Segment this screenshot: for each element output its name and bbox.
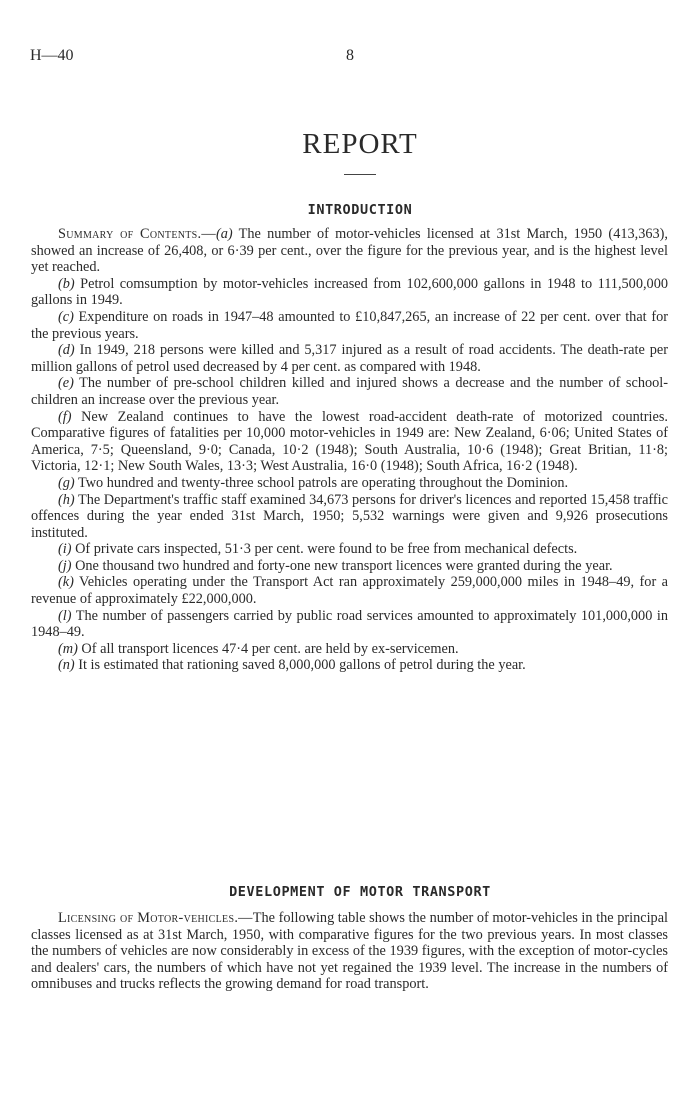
paragraph-n (31, 657, 668, 674)
paragraph-label: (i) (58, 541, 72, 558)
paragraph-g (31, 475, 668, 492)
paragraph-b (31, 276, 668, 309)
paragraph-text: The number of passengers carried by public road services amounted to approximately 101,000,000 in 1948–49. (31, 607, 668, 641)
paragraph-label: (l) (58, 607, 72, 624)
report-title: REPORT (302, 128, 418, 160)
title-rule (344, 174, 376, 175)
paragraph-label: (h) (58, 491, 75, 508)
development-body (31, 910, 668, 993)
paragraph-text: Vehicles operating under the Transport Act ran approximately 259,000,000 miles in 1948–49, for a revenue of approximately £22,000,000. (31, 574, 668, 608)
paragraph-j (31, 558, 668, 575)
paragraph-text: Expenditure on roads in 1947–48 amounted to £10,847,265, an increase of 22 per cent. over that for the previous years. (31, 308, 668, 342)
paragraph-label: (k) (58, 574, 74, 591)
paragraph-label: (e) (58, 375, 74, 392)
paragraph-label: (f) (58, 408, 72, 425)
paragraph-text: One thousand two hundred and forty-one new transport licences were granted during the year. (71, 557, 613, 574)
paragraph-text: Petrol comsumption by motor-vehicles increased from 102,600,000 gallons in 1948 to 111,500,000 gallons in 1949. (31, 275, 668, 309)
paragraph-text: Two hundred and twenty-three school patrols are operating throughout the Dominion. (74, 474, 569, 491)
introduction-heading: INTRODUCTION (307, 202, 413, 218)
paragraph-h (31, 492, 668, 542)
development-heading: DEVELOPMENT OF MOTOR TRANSPORT (229, 884, 491, 900)
paragraph-a (31, 226, 668, 276)
paragraph-label: (a) (216, 226, 233, 242)
paragraph-c (31, 309, 668, 342)
page-number: 8 (346, 47, 354, 64)
paragraph-text: Of all transport licences 47·4 per cent. are held by ex-servicemen. (77, 640, 459, 657)
paragraph-text: The number of motor-vehicles licensed at 31st March, 1950 (413,363), showed an increase of 26,408, or 6·39 per cent., over the figure for the previous year, and is the highest level yet reached. (31, 226, 668, 276)
paragraph-d (31, 342, 668, 375)
paragraph-m (31, 641, 668, 658)
paragraph-text: New Zealand continues to have the lowest road-accident death-rate of motorized countries. Comparative figures of fatalities per 10,000 motor-vehicles in 1949 are: New Zealand, 6·06; United States of America, 7·5; Queensland, 9·0; Canada, 10·2 (1948); South Australia, 10·6 (1948); Great Britian, 11·8; Victoria, 12·1; New South Wales, 13·3; West Australia, 16·0 (1948); South Africa, 16·2 (1948). (31, 408, 668, 475)
paragraph-k (31, 574, 668, 607)
paragraph-label: (j) (58, 557, 72, 574)
document-code: H—40 (30, 47, 74, 64)
paragraph-licensing (31, 910, 668, 993)
paragraph-f (31, 409, 668, 475)
introduction-body (31, 226, 668, 674)
paragraph-text: The Department's traffic staff examined 34,673 persons for driver's licences and reported 15,458 traffic offences during the year ended 31st March, 1950; 5,532 warnings were given and 9,926 prosecutions instituted. (31, 491, 668, 541)
paragraph-text: It is estimated that rationing saved 8,000,000 gallons of petrol during the year. (74, 657, 526, 674)
paragraph-text: The number of pre-school children killed and injured shows a decrease and the number of school-children an increase over the previous year. (31, 375, 668, 408)
paragraph-label: (n) (58, 657, 75, 674)
paragraph-e (31, 375, 668, 408)
paragraph-text: Of private cars inspected, 51·3 per cent. were found to be free from mechanical defects. (71, 541, 578, 558)
paragraph-text: In 1949, 218 persons were killed and 5,317 injured as a result of road accidents. The death-rate per million gallons of petrol used decreased by 4 per cent. as compared with 1948. (31, 342, 668, 375)
summary-lead: Summary of Contents.— (58, 226, 217, 242)
paragraph-l (31, 608, 668, 641)
paragraph-label: (b) (58, 275, 75, 292)
paragraph-label: (c) (58, 308, 74, 325)
licensing-lead: Licensing of Motor-vehicles.— (58, 910, 253, 926)
paragraph-label: (g) (58, 474, 75, 491)
paragraph-i (31, 541, 668, 558)
paragraph-label: (d) (58, 342, 75, 359)
paragraph-label: (m) (58, 640, 78, 657)
paragraph-text: The following table shows the number of motor-vehicles in the principal classes licensed as at 31st March, 1950, with comparative figures for the two previous years. In most classes the numbers of vehicles are now considerably in excess of the 1939 figures, with the exception of motor-cycles and dealers' cars, the numbers of which have not yet regained the 1939 level. The increase in the numbers of omnibuses and trucks reflects the growing demand for road transport. (31, 910, 669, 993)
